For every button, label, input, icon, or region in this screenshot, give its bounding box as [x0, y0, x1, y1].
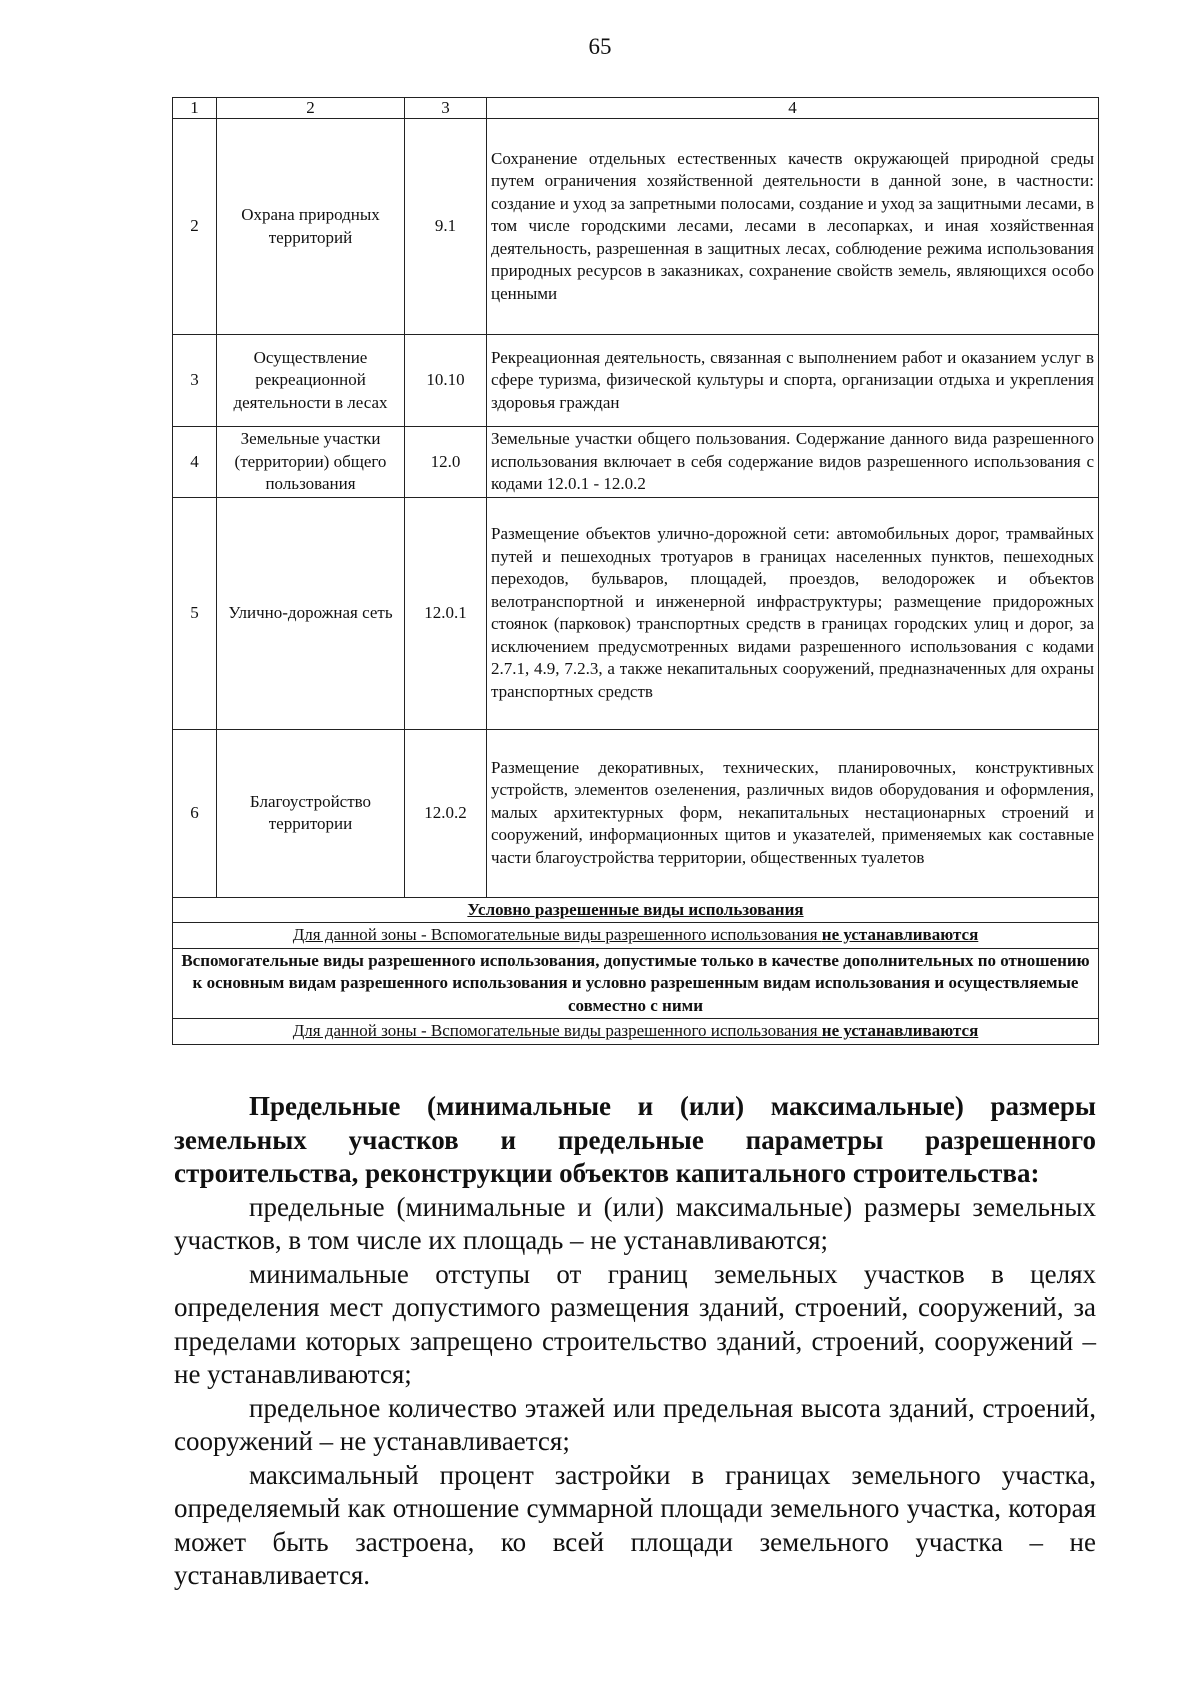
row-number: 3 [173, 335, 217, 427]
row-number: 5 [173, 497, 217, 729]
row-number: 6 [173, 729, 217, 897]
auxiliary-text-emphasis: не устанавливаются [821, 1021, 979, 1040]
conditional-text-prefix: Для данной зоны - Вспомогательные виды разрешенного использования [292, 925, 822, 944]
header-cell: 3 [405, 98, 487, 119]
row-number: 2 [173, 119, 217, 335]
use-code: 12.0.2 [405, 729, 487, 897]
conditional-title-row [173, 897, 1099, 923]
header-cell: 2 [217, 98, 405, 119]
conditional-uses-text [173, 923, 1099, 949]
use-name: Улично-дорожная сеть [217, 497, 405, 729]
table-header-row [173, 98, 1099, 119]
auxiliary-title-row [173, 948, 1099, 1019]
auxiliary-text-row [173, 1019, 1099, 1045]
conditional-uses-title: Условно разрешенные виды использования [173, 897, 1099, 923]
use-description: Рекреационная деятельность, связанная с выполнением работ и оказанием услуг в сфере туризма, физической культуры и спорта, организации отдыха и укрепления здоровья граждан [487, 335, 1099, 427]
use-name: Земельные участки (территории) общего пользования [217, 427, 405, 498]
land-use-table [172, 97, 1099, 1045]
use-description: Размещение объектов улично-дорожной сети: автомобильных дорог, трамвайных путей и пешеходных тротуаров в границах населенных пунктов, пешеходных переходов, бульваров, площадей, проездов, велодорожек и объектов велотранспортной и инженерной инфраструктуры; размещение придорожных стоянок (парковок) транспортных средств в границах городских улиц и дорог, за исключением предусмотренных видами разрешенного использования с кодами 2.7.1, 4.9, 7.2.3, а также некапитальных сооружений, предназначенных для охраны транспортных средств [487, 497, 1099, 729]
use-description: Земельные участки общего пользования. Содержание данного вида разрешенного использования включает в себя содержание видов разрешенного использования с кодами 12.0.1 - 12.0.2 [487, 427, 1099, 498]
use-code: 10.10 [405, 335, 487, 427]
parameters-section [174, 1090, 1096, 1593]
paragraph: минимальные отступы от границ земельных участков в целях определения мест допустимого размещения зданий, строений, сооружений, за пределами которых запрещено строительство зданий, строений, сооружений – не устанавливаются; [174, 1258, 1096, 1389]
use-code: 9.1 [405, 119, 487, 335]
use-code: 12.0.1 [405, 497, 487, 729]
paragraph: предельное количество этажей или предельная высота зданий, строений, сооружений – не устанавливается; [174, 1392, 1096, 1456]
use-description: Размещение декоративных, технических, планировочных, конструктивных устройств, элементов озеленения, различных видов оборудования и оформления, малых архитектурных форм, некапитальных нестационарных строений и сооружений, информационных щитов и указателей, применяемых как составные части благоустройства территории, общественных туалетов [487, 729, 1099, 897]
use-name: Благоустройство территории [217, 729, 405, 897]
table-row [173, 119, 1099, 335]
use-code: 12.0 [405, 427, 487, 498]
use-description: Сохранение отдельных естественных качеств окружающей природной среды путем ограничения хозяйственной деятельности в данной зоне, в частности: создание и уход за запретными полосами, создание и уход за защитными лесами, в том числе городскими лесами, лесами в лесопарках, и иная хозяйственная деятельность, разрешенная в защитных лесах, соблюдение режима использования природных ресурсов в заказниках, сохранение свойств земель, являющихся особо ценными [487, 119, 1099, 335]
auxiliary-uses-text [173, 1019, 1099, 1045]
row-number: 4 [173, 427, 217, 498]
conditional-text-emphasis: не устанавливаются [821, 925, 979, 944]
use-name: Осуществление рекреационной деятельности в лесах [217, 335, 405, 427]
table-row [173, 497, 1099, 729]
section-heading: Предельные (минимальные и (или) максимальные) размеры земельных участков и предельные параметры разрешенного строительства, реконструкции объектов капитального строительства: [174, 1091, 1096, 1188]
auxiliary-text-prefix: Для данной зоны - Вспомогательные виды разрешенного использования [292, 1021, 822, 1040]
paragraph: максимальный процент застройки в границах земельного участка, определяемый как отношение суммарной площади земельного участка, которая может быть застроена, ко всей площади земельного участка – не устанавливается. [174, 1459, 1096, 1590]
header-cell: 4 [487, 98, 1099, 119]
table-row [173, 335, 1099, 427]
auxiliary-uses-title: Вспомогательные виды разрешенного использования, допустимые только в качестве дополнительных по отношению к основным видам разрешенного использования и условно разрешенным видам использования и осуществляемые совместно с ними [173, 948, 1099, 1019]
header-cell: 1 [173, 98, 217, 119]
paragraph: предельные (минимальные и (или) максимальные) размеры земельных участков, в том числе их площадь – не устанавливаются; [174, 1191, 1096, 1255]
page-number: 65 [588, 34, 612, 59]
conditional-text-row [173, 923, 1099, 949]
table-row [173, 427, 1099, 498]
table-row [173, 729, 1099, 897]
use-name: Охрана природных территорий [217, 119, 405, 335]
